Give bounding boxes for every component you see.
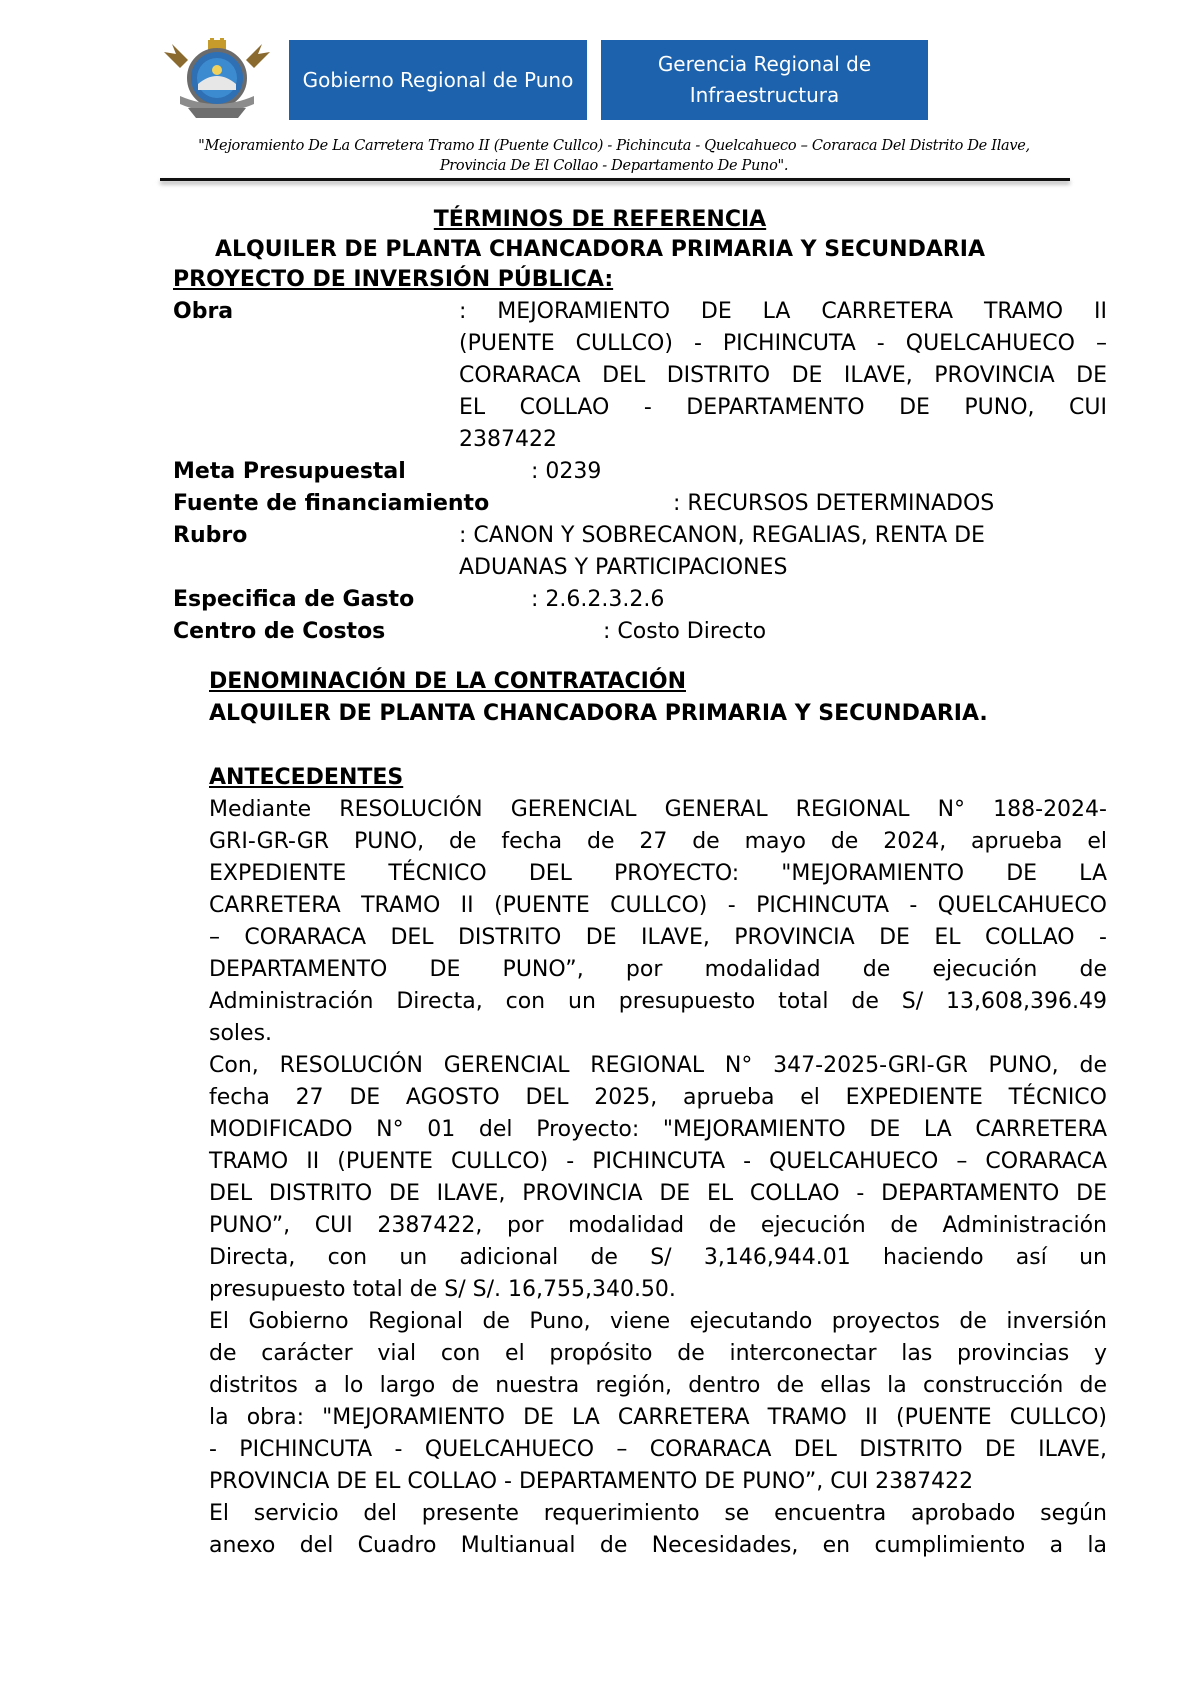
antecedentes-line: El servicio del presente requerimiento se encuentra aprobado según: [209, 1501, 1107, 1526]
obra-value-line: : MEJORAMIENTO DE LA CARRETERA TRAMO II: [459, 299, 1107, 324]
antecedentes-line: de carácter vial con el propósito de interconectar las provincias y: [209, 1341, 1107, 1366]
meta-value: : 0239: [531, 459, 602, 484]
antecedentes-line: DEL DISTRITO DE ILAVE, PROVINCIA DE EL COLLAO - DEPARTAMENTO DE: [209, 1181, 1107, 1206]
antecedentes-heading: ANTECEDENTES: [209, 765, 404, 790]
antecedentes-line: CARRETERA TRAMO II (PUENTE CULLCO) - PICHINCUTA - QUELCAHUECO: [209, 893, 1107, 918]
antecedentes-line: Con, RESOLUCIÓN GERENCIAL REGIONAL N° 347-2025-GRI-GR PUNO, de: [209, 1053, 1107, 1078]
antecedentes-line: MODIFICADO N° 01 del Proyecto: "MEJORAMIENTO DE LA CARRETERA: [209, 1117, 1107, 1142]
antecedentes-line: fecha 27 DE AGOSTO DEL 2025, aprueba el EXPEDIENTE TÉCNICO: [209, 1085, 1107, 1110]
antecedentes-line: la obra: "MEJORAMIENTO DE LA CARRETERA TRAMO II (PUENTE CULLCO): [209, 1405, 1107, 1430]
obra-value-line: (PUENTE CULLCO) - PICHINCUTA - QUELCAHUECO –: [459, 331, 1107, 356]
fuente-label: Fuente de financiamiento: [173, 491, 490, 516]
costos-label: Centro de Costos: [173, 619, 386, 644]
obra-value-line: CORARACA DEL DISTRITO DE ILAVE, PROVINCIA DE: [459, 363, 1107, 388]
antecedentes-line: EXPEDIENTE TÉCNICO DEL PROYECTO: "MEJORAMIENTO DE LA: [209, 861, 1107, 886]
denominacion-heading: DENOMINACIÓN DE LA CONTRATACIÓN: [209, 669, 686, 694]
antecedentes-line: El Gobierno Regional de Puno, viene ejecutando proyectos de inversión: [209, 1309, 1107, 1334]
document-subject: ALQUILER DE PLANTA CHANCADORA PRIMARIA Y SECUNDARIA: [214, 237, 986, 262]
antecedentes-line: DEPARTAMENTO DE PUNO”, por modalidad de ejecución de: [209, 957, 1107, 982]
gerencia-infraestructura-banner: [601, 40, 928, 120]
section-proyecto-heading: PROYECTO DE INVERSIÓN PÚBLICA:: [173, 267, 614, 292]
rubro-label: Rubro: [173, 523, 248, 548]
antecedentes-line: distritos a lo largo de nuestra región, dentro de ellas la construcción de: [209, 1373, 1107, 1398]
antecedentes-line: PUNO”, CUI 2387422, por modalidad de ejecución de Administración: [209, 1213, 1107, 1238]
gasto-value: : 2.6.2.3.2.6: [531, 587, 665, 612]
obra-value-line: EL COLLAO - DEPARTAMENTO DE PUNO, CUI: [459, 395, 1107, 420]
antecedentes-line: - PICHINCUTA - QUELCAHUECO – CORARACA DEL DISTRITO DE ILAVE,: [209, 1437, 1107, 1462]
meta-label: Meta Presupuestal: [173, 459, 406, 484]
denominacion-text: ALQUILER DE PLANTA CHANCADORA PRIMARIA Y SECUNDARIA.: [209, 701, 988, 726]
antecedentes-line: soles.: [209, 1021, 273, 1046]
antecedentes-line: presupuesto total de S/ S/. 16,755,340.50.: [209, 1277, 676, 1302]
obra-value-line: 2387422: [459, 427, 557, 452]
antecedentes-line: Administración Directa, con un presupuesto total de S/ 13,608,396.49: [209, 989, 1107, 1014]
antecedentes-line: Mediante RESOLUCIÓN GERENCIAL GENERAL REGIONAL N° 188-2024-: [209, 797, 1107, 822]
costos-value: : Costo Directo: [603, 619, 767, 644]
rubro-value-line: : CANON Y SOBRECANON, REGALIAS, RENTA DE: [459, 523, 985, 548]
obra-label: Obra: [173, 299, 234, 324]
regional-crest-logo: [158, 38, 276, 122]
fuente-value: : RECURSOS DETERMINADOS: [673, 491, 995, 516]
antecedentes-line: anexo del Cuadro Multianual de Necesidades, en cumplimiento a la: [209, 1533, 1107, 1558]
antecedentes-line: – CORARACA DEL DISTRITO DE ILAVE, PROVINCIA DE EL COLLAO -: [209, 925, 1107, 950]
header-project-subtitle-line2: Provincia De El Collao - Departamento De Puno".: [439, 158, 789, 174]
document-title: TÉRMINOS DE REFERENCIA: [433, 207, 767, 232]
rubro-value-line: ADUANAS Y PARTICIPACIONES: [459, 555, 788, 580]
antecedentes-line: GRI-GR-GR PUNO, de fecha de 27 de mayo de 2024, aprueba el: [209, 829, 1107, 854]
antecedentes-line: TRAMO II (PUENTE CULLCO) - PICHINCUTA - QUELCAHUECO – CORARACA: [209, 1149, 1107, 1174]
gobierno-regional-label: Gobierno Regional de Puno: [302, 67, 574, 92]
gasto-label: Especifica de Gasto: [173, 587, 415, 612]
gerencia-label-line2: Infraestructura: [689, 83, 840, 107]
antecedentes-line: Directa, con un adicional de S/ 3,146,944.01 haciendo así un: [209, 1245, 1107, 1270]
gerencia-label-line1: Gerencia Regional de: [657, 52, 872, 76]
antecedentes-line: PROVINCIA DE EL COLLAO - DEPARTAMENTO DE PUNO”, CUI 2387422: [209, 1469, 974, 1494]
header-divider: [160, 178, 1070, 181]
gobierno-regional-banner: [289, 40, 587, 120]
header-project-subtitle-line1: "Mejoramiento De La Carretera Tramo II (Puente Cullco) - Pichincuta - Quelcahueco – Coraraca Del Distrito De Ilave,: [198, 138, 1030, 154]
